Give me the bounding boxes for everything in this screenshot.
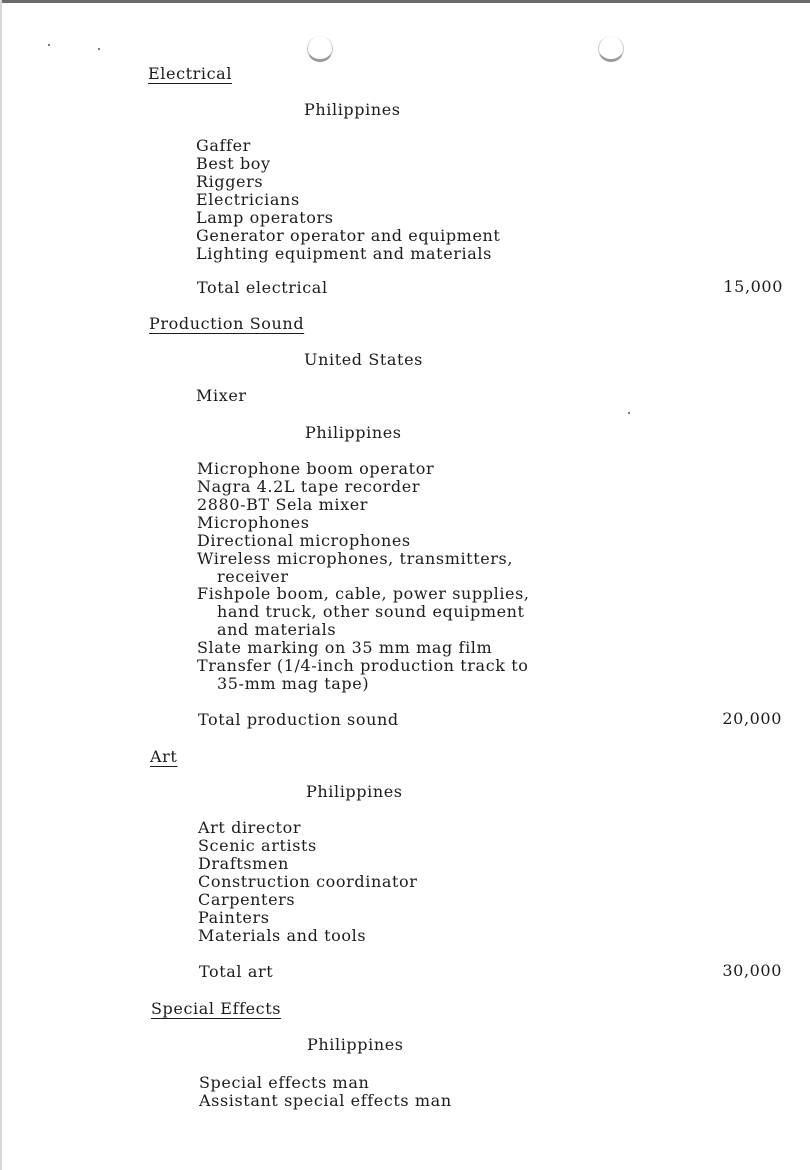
page-top-edge <box>0 0 810 3</box>
list-item: Construction coordinator <box>198 872 418 891</box>
paper-speck <box>98 48 100 50</box>
list-item: Gaffer <box>196 136 251 155</box>
list-item: Electricians <box>196 190 300 209</box>
list-item: 2880-BT Sela mixer <box>197 495 369 514</box>
list-item: Art director <box>198 818 302 837</box>
country-label: Philippines <box>307 1035 404 1054</box>
list-item: Lamp operators <box>196 208 334 227</box>
list-item: Slate marking on 35 mm mag film <box>197 638 493 657</box>
list-item: Microphone boom operator <box>197 459 435 478</box>
section-heading-electrical: Electrical <box>148 64 233 83</box>
section-heading-production-sound: Production Sound <box>149 314 305 333</box>
list-item: Draftsmen <box>198 854 289 873</box>
list-item: Painters <box>198 908 270 927</box>
list-item: Directional microphones <box>197 531 411 550</box>
list-item: Mixer <box>196 386 247 405</box>
list-item: Fishpole boom, cable, power supplies, <box>197 584 530 603</box>
list-item: Riggers <box>196 172 264 191</box>
list-item: Materials and tools <box>198 926 367 945</box>
punch-hole <box>598 36 624 62</box>
list-item: Best boy <box>196 154 271 173</box>
paper-speck <box>48 44 50 46</box>
list-item: Microphones <box>197 513 310 532</box>
total-label: Total production sound <box>198 710 399 729</box>
list-item-continuation: and materials <box>217 620 337 639</box>
page-left-edge <box>0 0 2 1170</box>
punch-hole <box>307 36 333 62</box>
total-label: Total electrical <box>197 278 328 297</box>
total-amount: 30,000 <box>722 961 782 980</box>
list-item: Nagra 4.2L tape recorder <box>197 477 421 496</box>
total-amount: 15,000 <box>723 277 783 296</box>
country-label: Philippines <box>306 782 403 801</box>
list-item: Special effects man <box>199 1073 370 1092</box>
total-label: Total art <box>199 962 274 981</box>
list-item: Scenic artists <box>198 836 317 855</box>
country-label: Philippines <box>305 423 402 442</box>
list-item-continuation: hand truck, other sound equipment <box>217 602 525 621</box>
country-label: United States <box>304 350 423 369</box>
list-item: Wireless microphones, transmitters, <box>197 549 514 568</box>
paper-speck <box>628 412 630 414</box>
list-item: Transfer (1/4-inch production track to <box>197 656 529 675</box>
list-item-continuation: receiver <box>217 567 289 586</box>
list-item: Assistant special effects man <box>199 1091 452 1110</box>
list-item: Generator operator and equipment <box>196 226 501 245</box>
list-item: Lighting equipment and materials <box>196 244 492 263</box>
list-item-continuation: 35-mm mag tape) <box>217 674 370 693</box>
total-amount: 20,000 <box>722 709 782 728</box>
country-label: Philippines <box>304 100 401 119</box>
section-heading-special-effects: Special Effects <box>151 999 282 1018</box>
list-item: Carpenters <box>198 890 296 909</box>
section-heading-art: Art <box>150 747 178 766</box>
